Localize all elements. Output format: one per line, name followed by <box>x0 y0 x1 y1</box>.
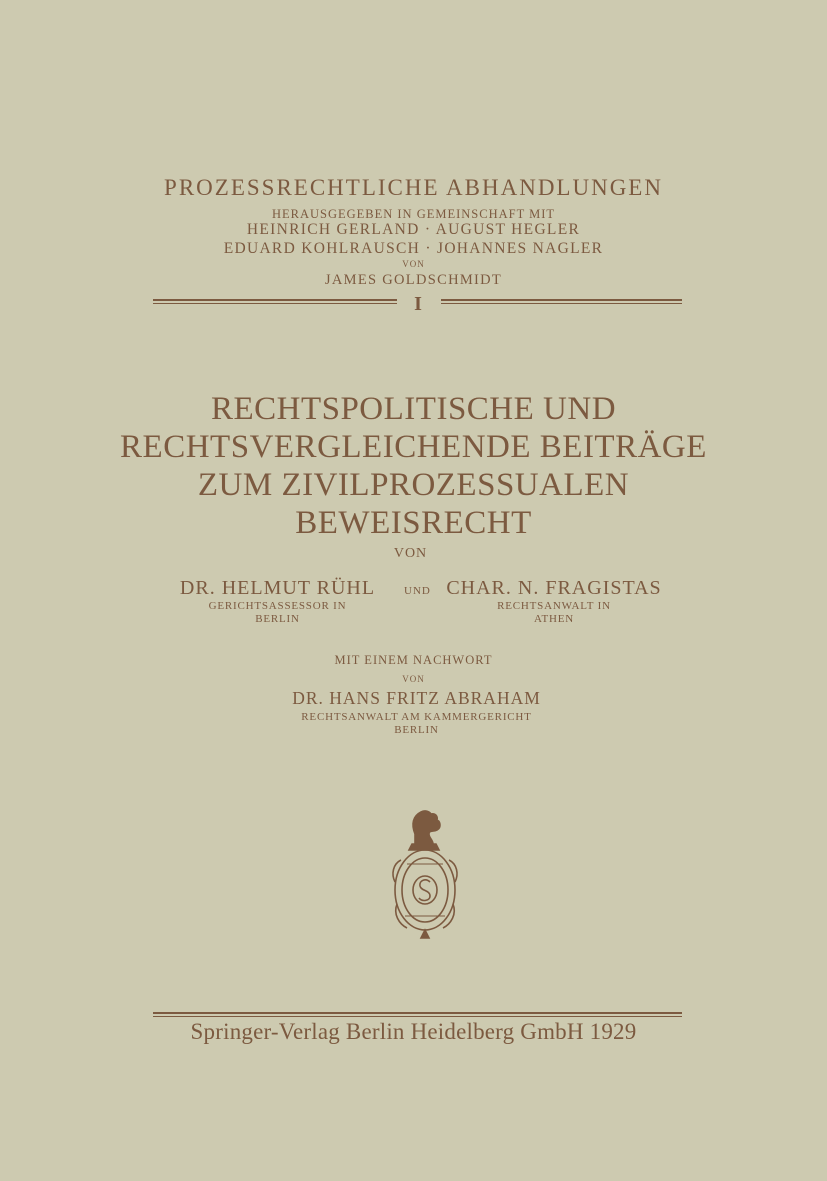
springer-knight-logo <box>385 804 465 942</box>
and-label: UND <box>404 585 431 597</box>
volume-rule-left <box>153 299 397 301</box>
publisher-imprint: Springer-Verlag Berlin Heidelberg GmbH 1929 <box>190 1019 637 1044</box>
afterword-author-title: RECHTSANWALT AM KAMMERGERICHT <box>301 711 532 723</box>
publisher-rule <box>153 1012 682 1014</box>
author-1-title: GERICHTSASSESSOR IN <box>208 600 347 612</box>
afterword-author-city: BERLIN <box>394 724 439 736</box>
afterword-author: DR. HANS FRITZ ABRAHAM <box>292 688 541 708</box>
author-1-name: DR. HELMUT RÜHL <box>179 577 376 599</box>
editors-line-1: HEINRICH GERLAND · AUGUST HEGLER <box>246 221 581 238</box>
afterword-von: VON <box>402 674 425 684</box>
author-1 <box>170 577 385 626</box>
author-2-city: ATHEN <box>533 613 575 625</box>
author-2 <box>438 577 670 626</box>
title-line: ZUM ZIVILPROZESSUALEN <box>197 467 630 503</box>
title-line: RECHTSPOLITISCHE UND <box>210 391 617 427</box>
author-2-title: RECHTSANWALT IN <box>497 600 611 612</box>
by-label: VON <box>393 546 428 561</box>
volume-rule-right <box>441 299 682 301</box>
editors-line-2: EDUARD KOHLRAUSCH · JOHANNES NAGLER <box>223 240 604 257</box>
series-title: PROZESSRECHTLICHE ABHANDLUNGEN <box>164 175 663 200</box>
series-von: VON <box>402 259 425 269</box>
editors-intro: HERAUSGEGEBEN IN GEMEINSCHAFT MIT <box>271 207 556 221</box>
book-title <box>0 390 827 542</box>
afterword-intro: MIT EINEM NACHWORT <box>334 653 493 667</box>
editor-main: JAMES GOLDSCHMIDT <box>324 272 503 288</box>
author-2-name: CHAR. N. FRAGISTAS <box>446 577 662 599</box>
title-line: BEWEISRECHT <box>295 505 532 541</box>
author-1-city: BERLIN <box>255 613 300 625</box>
volume-number: I <box>414 293 422 315</box>
title-line: RECHTSVERGLEICHENDE BEITRÄGE <box>120 429 707 465</box>
